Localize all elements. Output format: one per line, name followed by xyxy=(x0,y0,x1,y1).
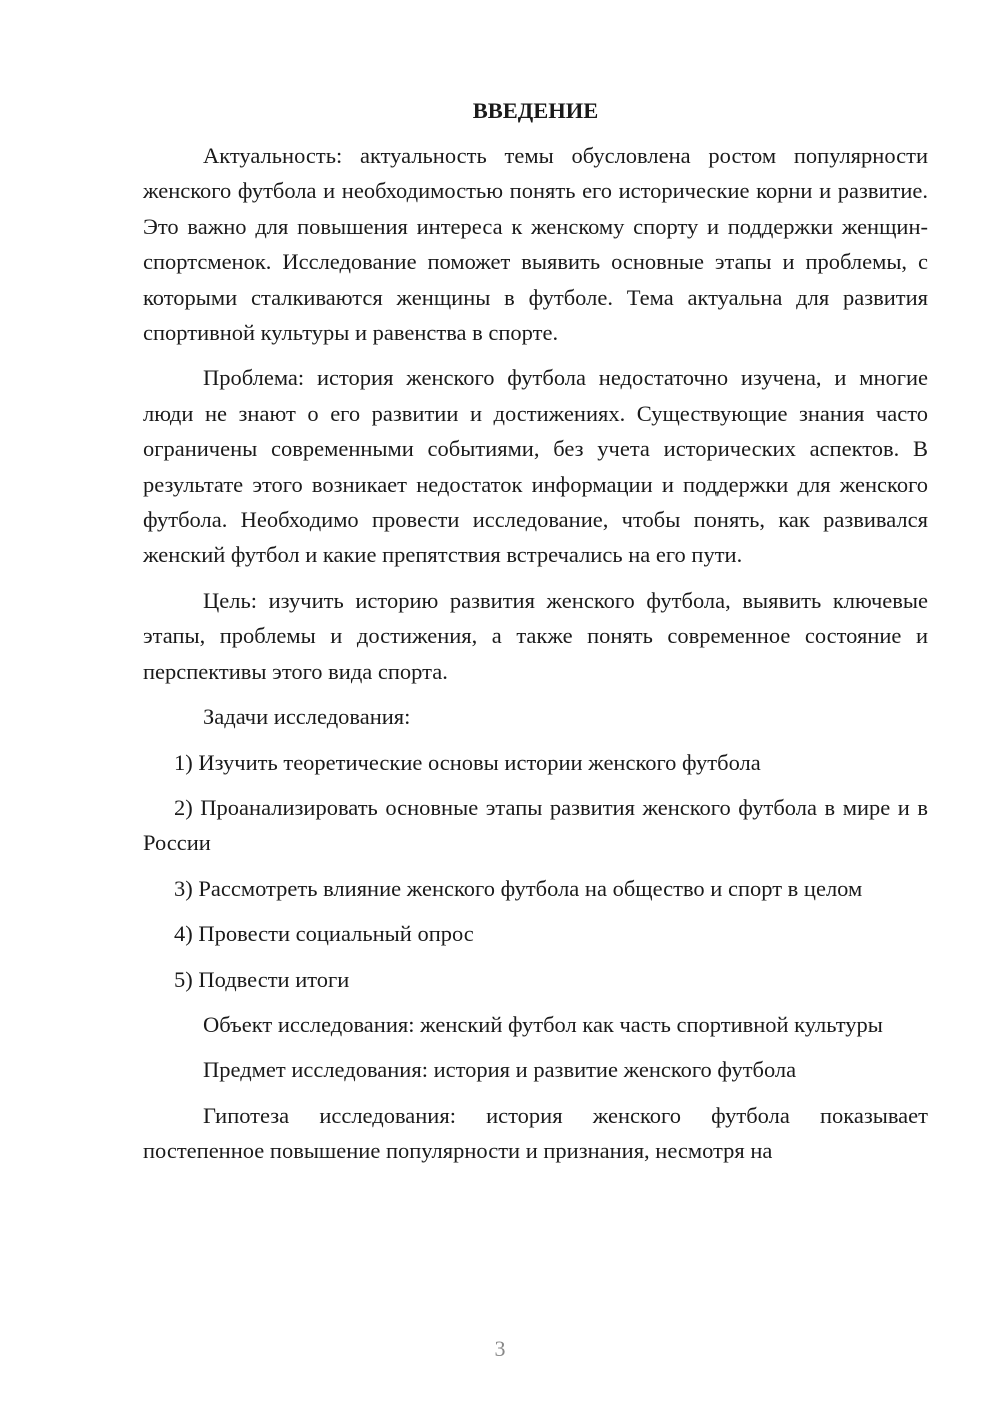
object-paragraph: Объект исследования: женский футбол как часть спортивной культуры xyxy=(203,1011,883,1037)
page-number: 3 xyxy=(494,1336,506,1361)
task-item-2: 2) Проанализировать основные этапы развития женского футбола в мире и в России xyxy=(143,794,928,856)
relevance-paragraph: Актуальность: актуальность темы обусловлена ростом популярности женского футбола и необходимостью понять его исторические корни и развитие. Это важно для повышения интереса к женскому спорту и поддержки женщин-спортсменок. Исследование поможет выявить основные этапы и проблемы, с которыми сталкиваются женщины в футболе. Тема актуальна для развития спортивной культуры и равенства в спорте. xyxy=(143,143,928,346)
task-item-1: 1) Изучить теоретические основы истории женского футбола xyxy=(174,749,761,775)
page-content xyxy=(143,93,928,1179)
task-item-3: 3) Рассмотреть влияние женского футбола на общество и спорт в целом xyxy=(174,875,863,901)
goal-paragraph: Цель: изучить историю развития женского футбола, выявить ключевые этапы, проблемы и достижения, а также понять современное состояние и перспективы этого вида спорта. xyxy=(143,587,928,684)
hypothesis-paragraph: Гипотеза исследования: история женского футбола показывает постепенное повышение популярности и признания, несмотря на xyxy=(143,1102,928,1164)
problem-paragraph: Проблема: история женского футбола недостаточно изучена, и многие люди не знают о его развитии и достижениях. Существующие знания часто ограничены современными событиями, без учета исторических аспектов. В результате этого возникает недостаток информации и поддержки для женского футбола. Необходимо провести исследование, чтобы понять, как развивался женский футбол и какие препятствия встречались на его пути. xyxy=(143,365,928,568)
subject-paragraph: Предмет исследования: история и развитие женского футбола xyxy=(203,1057,797,1083)
tasks-title: Задачи исследования: xyxy=(203,704,411,730)
task-item-4: 4) Провести социальный опрос xyxy=(174,921,474,947)
task-item-5: 5) Подвести итоги xyxy=(174,966,350,992)
section-heading: ВВЕДЕНИЕ xyxy=(472,98,599,123)
